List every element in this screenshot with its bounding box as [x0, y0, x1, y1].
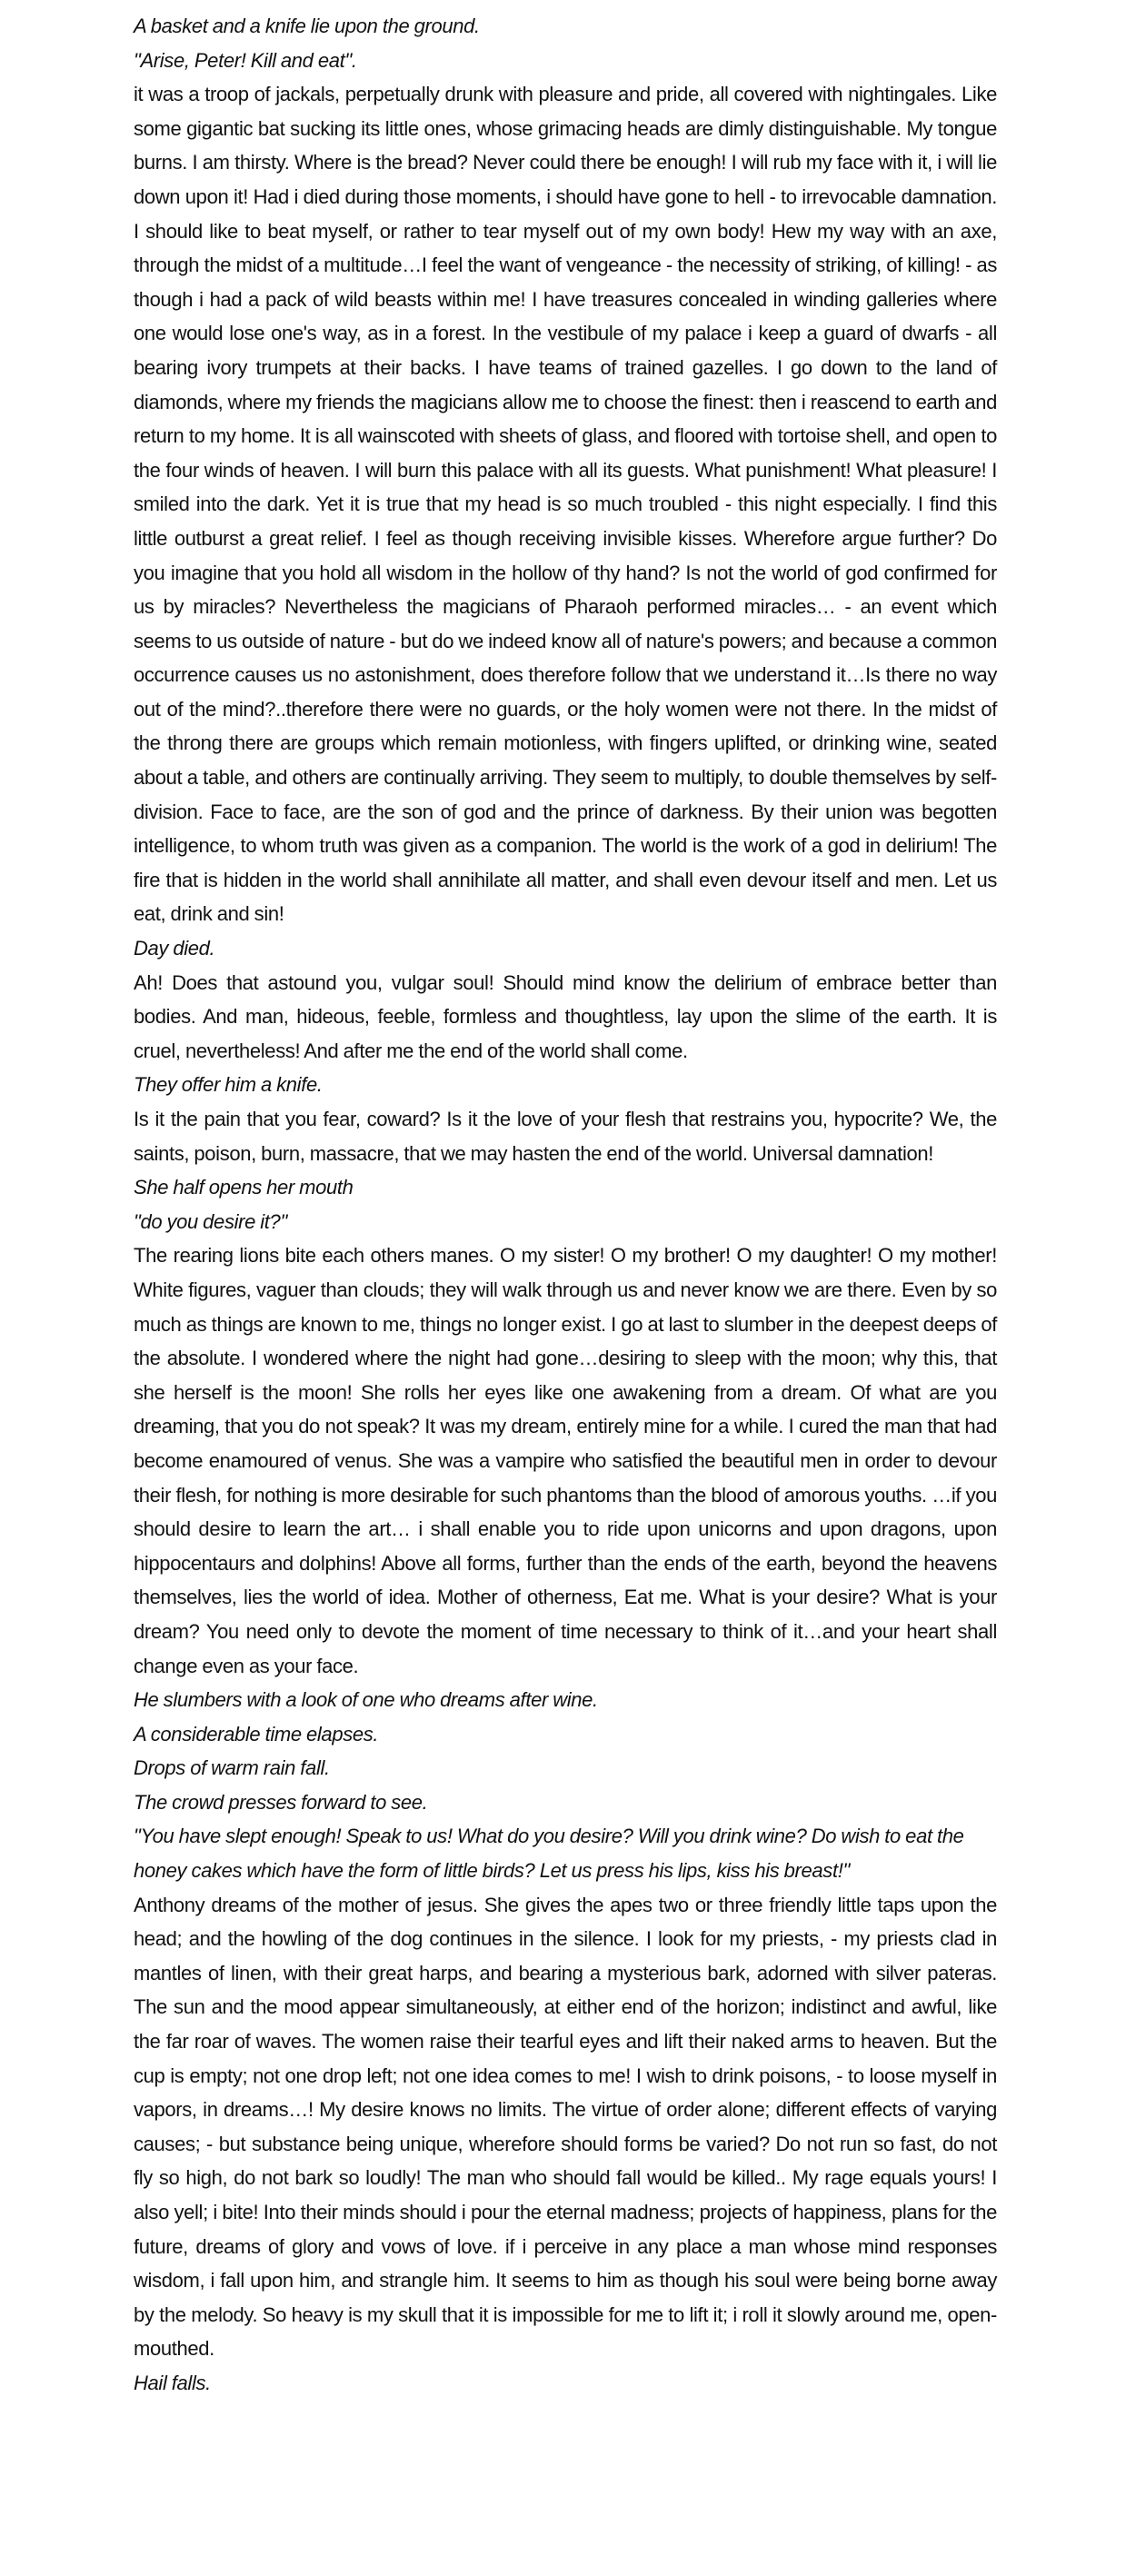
prose-paragraph: Is it the pain that you fear, coward? Is it the love of your flesh that restrains you, hypocrite? We, the saints, poison, burn, massacre, that we may hasten the end of the world. Universal damnation!: [134, 1108, 997, 1165]
stage-direction: The crowd presses forward to see.: [134, 1790, 428, 1814]
stage-direction: Day died.: [134, 937, 215, 960]
document-body: [134, 9, 997, 2401]
prose-paragraph: it was a troop of jackals, perpetually drunk with pleasure and pride, all covered with nightingales. Like some gigantic bat sucking its little ones, whose grimacing heads are dimly distinguishable. My tongue burns. I am thirsty. Where is the bread? Never could there be enough! I will rub my face with it, i will lie down upon it! Had i died during those moments, i should have gone to hell - to irrevocable damnation. I should like to beat myself, or rather to tear myself out of my own body! Hew my way with an axe, through the midst of a multitude…I feel the want of vengeance - the necessity of striking, of killing! - as though i had a pack of wild beasts within me! I have treasures concealed in winding galleries where one would lose one's way, as in a forest. In the vestibule of my palace i keep a guard of dwarfs - all bearing ivory trumpets at their backs. I have teams of trained gazelles. I go down to the land of diamonds, where my friends the magicians allow me to choose the finest: then i reascend to earth and return to my home. It is all wainscoted with sheets of glass, and floored with tortoise shell, and open to the four winds of heaven. I will burn this palace with all its guests. What punishment! What pleasure! I smiled into the dark. Yet it is true that my head is so much troubled - this night especially. I find this little outburst a great relief. I feel as though receiving invisible kisses. Wherefore argue further? Do you imagine that you hold all wisdom in the hollow of thy hand? Is not the world of god confirmed for us by miracles? Nevertheless the magicians of Pharaoh performed miracles… - an event which seems to us outside of nature - but do we indeed know all of nature's powers; and because a common occurrence causes us no astonishment, does therefore follow that we understand it…Is there no way out of the mind?..therefore there were no guards, or the holy women were not there. In the midst of the throng there are groups which remain motionless, with fingers uplifted, or drinking wine, seated about a table, and others are continually arriving. They seem to multiply, to double themselves by self-division. Face to face, are the son of god and the prince of darkness. By their union was begotten intelligence, to whom truth was given as a companion. The world is the work of a god in delirium! The fire that is hidden in the world shall annihilate all matter, and shall even devour itself and men. Let us eat, drink and sin!: [134, 83, 997, 926]
prose-paragraph: Ah! Does that astound you, vulgar soul! Should mind know the delirium of embrace better than bodies. And man, hideous, feeble, formless and thoughtless, lay upon the slime of the earth. It is cruel, nevertheless! And after me the end of the world shall come.: [134, 970, 997, 1062]
stage-direction: She half opens her mouth: [134, 1176, 354, 1199]
stage-direction: Drops of warm rain fall.: [134, 1756, 330, 1780]
stage-direction: Hail falls.: [134, 2371, 211, 2394]
stage-direction: "Arise, Peter! Kill and eat".: [134, 48, 357, 72]
stage-direction: A considerable time elapses.: [134, 1722, 379, 1746]
stage-direction: He slumbers with a look of one who dreams after wine.: [134, 1688, 598, 1712]
stage-direction: "do you desire it?": [134, 1209, 287, 1233]
stage-direction: They offer him a knife.: [134, 1073, 323, 1097]
prose-paragraph: The rearing lions bite each others manes. O my sister! O my brother! O my daughter! O my mother! White figures, vaguer than clouds; they will walk through us and never know we are there. Even by so much as things are known to me, things no longer exist. I go at last to slumber in the deepest deeps of the absolute. I wondered where the night had gone…desiring to sleep with the moon; why this, that she herself is the moon! She rolls her eyes like one awakening from a dream. Of what are you dreaming, that you do not speak? It was my dream, entirely mine for a while. I cured the man that had become enamoured of venus. She was a vampire who satisfied the beautiful men in order to devour their flesh, for nothing is more desirable for such phantoms than the blood of amorous youths. …if you should desire to learn the art… i shall enable you to ride upon unicorns and upon dragons, upon hippocentaurs and dolphins! Above all forms, further than the ends of the earth, beyond the heavens themselves, lies the world of idea. Mother of otherness, Eat me. What is your desire? What is your dream? You need only to devote the moment of time necessary to think of it…and your heart shall change even as your face.: [134, 1244, 997, 1677]
prose-paragraph: Anthony dreams of the mother of jesus. She gives the apes two or three friendly little taps upon the head; and the howling of the dog continues in the silence. I look for my priests, - my priests clad in mantles of linen, with their great harps, and bearing a mysterious bark, adorned with silver pateras. The sun and the mood appear simultaneously, at either end of the horizon; indistinct and awful, like the far roar of waves. The women raise their tearful eyes and lift their naked arms to heaven. But the cup is empty; not one drop left; not one idea comes to me! I wish to drink poisons, - to loose myself in vapors, in dreams…! My desire knows no limits. The virtue of order alone; different effects of varying causes; - but substance being unique, wherefore should forms be varied? Do not run so fast, do not fly so high, do not bark so loudly! The man who should fall would be killed.. My rage equals yours! I also yell; i bite! Into their minds should i pour the eternal madness; projects of happiness, plans for the future, dreams of glory and vows of love. if i perceive in any place a man whose mind responses wisdom, i fall upon him, and strangle him. It seems to him as though his soul were being borne away by the melody. So heavy is my skull that it is impossible for me to lift it; i roll it slowly around me, open-mouthed.: [134, 1893, 997, 2361]
stage-direction: A basket and a knife lie upon the ground.: [134, 15, 480, 37]
stage-direction: "You have slept enough! Speak to us! What do you desire? Will you drink wine? Do wish to eat the honey cakes which have the form of little birds? Let us press his lips, kiss his breast!": [134, 1825, 964, 1883]
